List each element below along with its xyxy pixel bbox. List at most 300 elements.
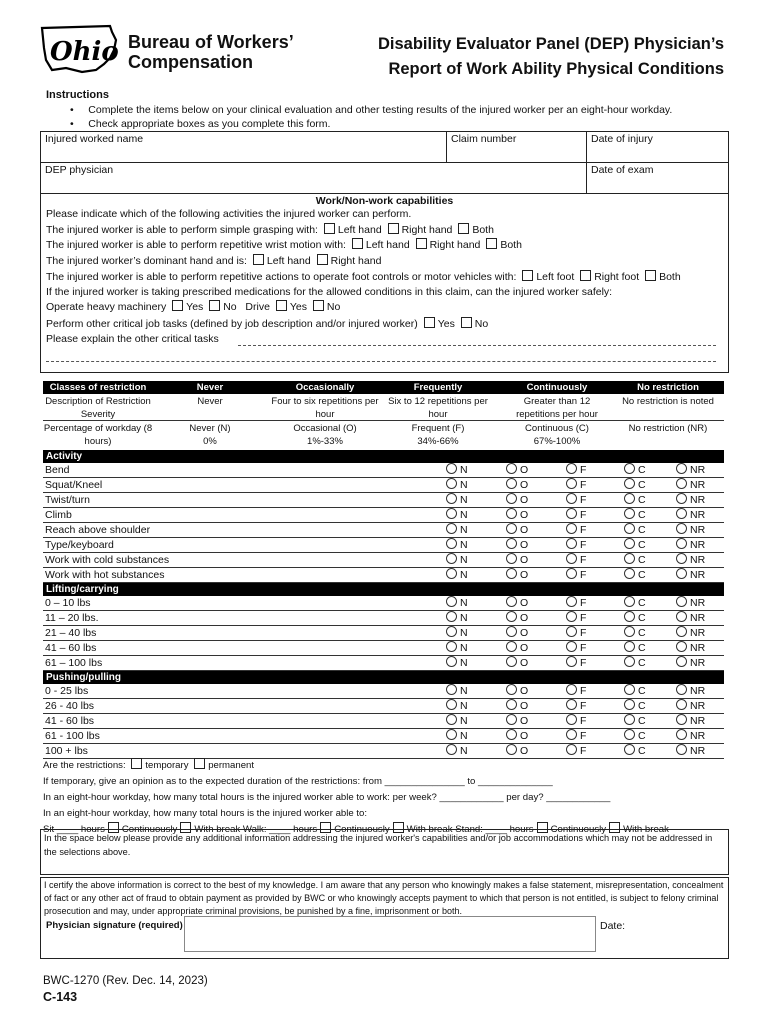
option-c-radio[interactable] (624, 508, 646, 523)
option-f-radio[interactable] (566, 656, 586, 671)
option-nr-radio[interactable] (676, 538, 705, 553)
radio-circle-icon (624, 538, 635, 549)
option-label: N (460, 597, 468, 609)
table-row (43, 656, 724, 671)
option-c-radio[interactable] (624, 684, 646, 699)
row-label: Twist/turn (45, 494, 90, 506)
option-label: NR (690, 509, 706, 521)
option-n-radio[interactable] (446, 699, 468, 714)
section-header: Pushing/pulling (43, 671, 724, 684)
radio-circle-icon (446, 478, 457, 489)
option-label: N (460, 627, 468, 639)
pct-label: Percentage of workday (8 hours) (43, 423, 153, 447)
date-of-injury-field[interactable]: Date of injury (586, 131, 729, 163)
option-f-radio[interactable] (566, 493, 586, 508)
option-label: NR (690, 657, 706, 669)
option-o-radio[interactable] (506, 493, 528, 508)
option-label: F (580, 627, 587, 639)
capabilities-heading: Work/Non-work capabilities (315, 195, 454, 207)
restrictions-block (43, 758, 724, 838)
option-o-radio[interactable] (506, 508, 528, 523)
critical-yes-checkbox[interactable] (424, 317, 435, 328)
radio-circle-icon (446, 568, 457, 579)
option-c-radio[interactable] (624, 699, 646, 714)
option-n-radio[interactable] (446, 626, 468, 641)
bureau-name: Bureau of Workers’ Compensation (128, 32, 294, 72)
option-c-radio[interactable] (624, 641, 646, 656)
drive-no-checkbox[interactable] (313, 300, 324, 311)
option-c-radio[interactable] (624, 538, 646, 553)
radio-circle-icon (624, 744, 635, 755)
radio-circle-icon (566, 656, 577, 667)
option-f-radio[interactable] (566, 684, 586, 699)
option-o-radio[interactable] (506, 611, 528, 626)
drive-yes-checkbox[interactable] (276, 300, 287, 311)
option-f-radio[interactable] (566, 553, 586, 568)
section-header: Activity (43, 450, 724, 463)
option-label: NR (690, 745, 706, 757)
radio-circle-icon (446, 656, 457, 667)
option-f-radio[interactable] (566, 463, 586, 478)
instruction-bullet: • Check appropriate boxes as you complete this form. (70, 118, 331, 130)
grasping-question: The injured worker is able to perform simple grasping with: Left hand Right hand Both (46, 224, 494, 236)
radio-circle-icon (506, 611, 517, 622)
signature-field[interactable] (184, 916, 596, 952)
option-f-radio[interactable] (566, 508, 586, 523)
radio-circle-icon (506, 538, 517, 549)
foot-right-checkbox[interactable] (580, 270, 591, 281)
table-row (43, 611, 724, 626)
option-o-radio[interactable] (506, 699, 528, 714)
row-label: 41 – 60 lbs (45, 642, 97, 654)
option-nr-radio[interactable] (676, 641, 705, 656)
radio-circle-icon (624, 523, 635, 534)
option-f-radio[interactable] (566, 714, 586, 729)
option-label: N (460, 494, 468, 506)
pct-never: Never (N) 0% (189, 423, 231, 447)
radio-circle-icon (506, 493, 517, 504)
option-label: O (520, 479, 529, 491)
option-label: NR (690, 479, 706, 491)
radio-circle-icon (446, 493, 457, 504)
option-n-radio[interactable] (446, 463, 468, 478)
radio-circle-icon (566, 641, 577, 652)
option-c-radio[interactable] (624, 523, 646, 538)
option-nr-radio[interactable] (676, 596, 705, 611)
option-c-radio[interactable] (624, 553, 646, 568)
foot-controls-question: The injured worker is able to perform repetitive actions to operate foot controls or motor vehicles with: Left foot Right foot Both (46, 271, 681, 283)
option-c-radio[interactable] (624, 478, 646, 493)
option-label: NR (690, 715, 706, 727)
option-label: NR (690, 685, 706, 697)
option-label: F (580, 539, 587, 551)
grasping-right-checkbox[interactable] (388, 223, 399, 234)
critical-tasks-question: Perform other critical job tasks (defined by job description and/or injured worker) Yes No (46, 318, 489, 330)
option-label: N (460, 509, 468, 521)
radio-circle-icon (566, 744, 577, 755)
option-label: F (580, 494, 587, 506)
option-label: F (580, 597, 587, 609)
radio-circle-icon (506, 684, 517, 695)
option-label: F (580, 464, 587, 476)
option-n-radio[interactable] (446, 568, 468, 583)
option-label: N (460, 745, 468, 757)
option-c-radio[interactable] (624, 744, 646, 759)
option-nr-radio[interactable] (676, 523, 705, 538)
option-n-radio[interactable] (446, 493, 468, 508)
option-f-radio[interactable] (566, 611, 586, 626)
option-label: F (580, 730, 587, 742)
radio-circle-icon (506, 596, 517, 607)
radio-circle-icon (676, 478, 687, 489)
table-row (43, 744, 724, 759)
option-f-radio[interactable] (566, 478, 586, 493)
radio-circle-icon (446, 538, 457, 549)
header-frequently: Frequently (413, 382, 463, 393)
row-label: 21 – 40 lbs (45, 627, 97, 639)
wrist-left-checkbox[interactable] (352, 238, 363, 249)
option-f-radio[interactable] (566, 641, 586, 656)
radio-circle-icon (446, 596, 457, 607)
table-row (43, 478, 724, 493)
option-c-radio[interactable] (624, 463, 646, 478)
date-of-exam-field[interactable]: Date of exam (586, 162, 729, 194)
table-row (43, 641, 724, 656)
radio-circle-icon (566, 626, 577, 637)
option-label: F (580, 612, 587, 624)
radio-circle-icon (566, 463, 577, 474)
option-o-radio[interactable] (506, 714, 528, 729)
desc-no-restriction: No restriction is noted (622, 396, 714, 407)
radio-circle-icon (624, 568, 635, 579)
option-label: O (520, 539, 529, 551)
wrist-right-checkbox[interactable] (416, 238, 427, 249)
capabilities-box (40, 193, 729, 373)
radio-circle-icon (506, 508, 517, 519)
radio-circle-icon (446, 744, 457, 755)
radio-circle-icon (676, 553, 687, 564)
classes-header-label: Classes of restriction (49, 382, 147, 393)
radio-circle-icon (676, 729, 687, 740)
pct-continuously: Continuous (C) 67%-100% (525, 423, 589, 447)
radio-circle-icon (506, 626, 517, 637)
radio-circle-icon (506, 523, 517, 534)
option-label: C (638, 642, 646, 654)
option-label: C (638, 494, 646, 506)
radio-circle-icon (566, 699, 577, 710)
option-n-radio[interactable] (446, 553, 468, 568)
option-label: F (580, 642, 587, 654)
desc-continuously: Greater than 12 repetitions per hour (516, 396, 598, 420)
radio-circle-icon (624, 493, 635, 504)
table-row (43, 626, 724, 641)
table-row (43, 463, 724, 478)
desc-occasionally: Four to six repetitions per hour (271, 396, 379, 420)
option-o-radio[interactable] (506, 463, 528, 478)
grasping-left-checkbox[interactable] (324, 223, 335, 234)
row-label: 26 - 40 lbs (45, 700, 95, 712)
explain-label: Please explain the other critical tasks (46, 333, 219, 345)
restrictions-type-question: Are the restrictions: temporary permanent (43, 760, 255, 771)
option-f-radio[interactable] (566, 626, 586, 641)
sit-walk-stand-row: Sit ____ hours Continuously With break Walk: ____ hours Continuously With break Stand: ____ hours Continuously With break (43, 824, 669, 835)
option-nr-radio[interactable] (676, 478, 705, 493)
option-n-radio[interactable] (446, 523, 468, 538)
option-n-radio[interactable] (446, 729, 468, 744)
option-nr-radio[interactable] (676, 553, 705, 568)
section-header: Lifting/carrying (43, 583, 724, 596)
report-title: Disability Evaluator Panel (DEP) Physician’s Report of Work Ability Physical Conditions (377, 35, 724, 78)
radio-circle-icon (676, 463, 687, 474)
option-f-radio[interactable] (566, 568, 586, 583)
option-label: C (638, 539, 646, 551)
row-label: 41 - 60 lbs (45, 715, 95, 727)
option-o-radio[interactable] (506, 729, 528, 744)
table-row (43, 699, 724, 714)
option-label: C (638, 612, 646, 624)
radio-circle-icon (676, 568, 687, 579)
injured-worker-name-field[interactable]: Injured worked name (40, 131, 447, 163)
option-label: F (580, 554, 587, 566)
radio-circle-icon (566, 611, 577, 622)
radio-circle-icon (566, 538, 577, 549)
option-label: O (520, 627, 529, 639)
radio-circle-icon (446, 553, 457, 564)
radio-circle-icon (624, 508, 635, 519)
option-o-radio[interactable] (506, 626, 528, 641)
radio-circle-icon (624, 478, 635, 489)
option-c-radio[interactable] (624, 729, 646, 744)
option-nr-radio[interactable] (676, 626, 705, 641)
option-label: C (638, 685, 646, 697)
option-label: C (638, 479, 646, 491)
foot-left-checkbox[interactable] (522, 270, 533, 281)
option-label: N (460, 554, 468, 566)
option-nr-radio[interactable] (676, 684, 705, 699)
option-nr-radio[interactable] (676, 744, 705, 759)
radio-circle-icon (446, 626, 457, 637)
option-label: O (520, 524, 529, 536)
option-label: C (638, 524, 646, 536)
option-label: F (580, 657, 587, 669)
option-o-radio[interactable] (506, 538, 528, 553)
option-label: O (520, 642, 529, 654)
pct-occasionally: Occasional (O) 1%-33% (293, 423, 357, 447)
radio-circle-icon (446, 714, 457, 725)
ohio-logo (36, 20, 122, 76)
option-n-radio[interactable] (446, 714, 468, 729)
option-n-radio[interactable] (446, 656, 468, 671)
row-label: Work with hot substances (45, 569, 165, 581)
hours-activity-question: In an eight-hour workday, how many total hours is the injured worker able to: (43, 808, 368, 819)
option-label: C (638, 509, 646, 521)
option-o-radio[interactable] (506, 744, 528, 759)
desc-never: Never (197, 396, 223, 407)
dep-physician-field[interactable]: DEP physician (40, 162, 587, 194)
radio-circle-icon (566, 553, 577, 564)
option-n-radio[interactable] (446, 596, 468, 611)
option-label: N (460, 539, 468, 551)
option-nr-radio[interactable] (676, 729, 705, 744)
option-o-radio[interactable] (506, 641, 528, 656)
option-nr-radio[interactable] (676, 493, 705, 508)
radio-circle-icon (446, 729, 457, 740)
dominant-right-checkbox[interactable] (317, 254, 328, 265)
option-c-radio[interactable] (624, 626, 646, 641)
pct-no-restriction: No restriction (NR) (628, 423, 708, 434)
option-label: NR (690, 642, 706, 654)
option-n-radio[interactable] (446, 684, 468, 699)
option-nr-radio[interactable] (676, 656, 705, 671)
row-label: Climb (45, 509, 72, 521)
option-c-radio[interactable] (624, 611, 646, 626)
option-n-radio[interactable] (446, 611, 468, 626)
option-label: F (580, 685, 587, 697)
radio-circle-icon (566, 478, 577, 489)
option-label: C (638, 554, 646, 566)
row-label: 100 + lbs (45, 745, 88, 757)
radio-circle-icon (506, 568, 517, 579)
permanent-checkbox[interactable] (194, 758, 205, 769)
option-label: O (520, 745, 529, 757)
dominant-left-checkbox[interactable] (253, 254, 264, 265)
option-f-radio[interactable] (566, 596, 586, 611)
option-c-radio[interactable] (624, 596, 646, 611)
radio-circle-icon (624, 699, 635, 710)
instructions-heading: Instructions (46, 89, 109, 101)
option-o-radio[interactable] (506, 568, 528, 583)
radio-circle-icon (624, 684, 635, 695)
option-c-radio[interactable] (624, 656, 646, 671)
radio-circle-icon (446, 611, 457, 622)
option-o-radio[interactable] (506, 656, 528, 671)
option-o-radio[interactable] (506, 596, 528, 611)
option-label: N (460, 685, 468, 697)
row-label: Type/keyboard (45, 539, 114, 551)
radio-circle-icon (676, 744, 687, 755)
radio-circle-icon (676, 493, 687, 504)
option-nr-radio[interactable] (676, 699, 705, 714)
row-label: 61 – 100 lbs (45, 657, 103, 669)
option-n-radio[interactable] (446, 641, 468, 656)
option-label: F (580, 569, 587, 581)
instruction-bullet: • Complete the items below on your clinical evaluation and other testing results of the injured worker per an eight-hour workday. (70, 104, 673, 116)
option-c-radio[interactable] (624, 568, 646, 583)
radio-circle-icon (566, 493, 577, 504)
option-nr-radio[interactable] (676, 568, 705, 583)
form-id: BWC-1270 (Rev. Dec. 14, 2023) (43, 975, 208, 987)
option-n-radio[interactable] (446, 508, 468, 523)
option-label: O (520, 569, 529, 581)
option-f-radio[interactable] (566, 523, 586, 538)
option-label: O (520, 612, 529, 624)
radio-circle-icon (624, 553, 635, 564)
header-never: Never (196, 382, 224, 393)
pct-frequently: Frequent (F) 34%-66% (411, 423, 465, 447)
option-nr-radio[interactable] (676, 508, 705, 523)
radio-circle-icon (506, 699, 517, 710)
row-label: 61 - 100 lbs (45, 730, 100, 742)
option-label: O (520, 464, 529, 476)
option-o-radio[interactable] (506, 478, 528, 493)
radio-circle-icon (446, 684, 457, 695)
option-c-radio[interactable] (624, 714, 646, 729)
option-label: NR (690, 612, 706, 624)
option-nr-radio[interactable] (676, 611, 705, 626)
option-f-radio[interactable] (566, 729, 586, 744)
additional-info-box[interactable]: In the space below please provide any additional information addressing the injured worker's capabilities and/or job accommodations which may not be addressed in the selections above. (40, 829, 729, 875)
option-label: N (460, 524, 468, 536)
radio-circle-icon (566, 523, 577, 534)
option-label: F (580, 509, 587, 521)
option-c-radio[interactable] (624, 493, 646, 508)
claim-number-field[interactable]: Claim number (446, 131, 587, 163)
radio-circle-icon (676, 596, 687, 607)
option-label: O (520, 657, 529, 669)
option-o-radio[interactable] (506, 553, 528, 568)
option-nr-radio[interactable] (676, 714, 705, 729)
option-label: C (638, 597, 646, 609)
radio-circle-icon (624, 641, 635, 652)
option-label: O (520, 494, 529, 506)
row-label: Squat/Kneel (45, 479, 103, 491)
date-label: Date: (600, 920, 626, 932)
critical-no-checkbox[interactable] (461, 317, 472, 328)
table-row (43, 523, 724, 538)
dominant-hand-question: The injured worker’s dominant hand and is: Left hand Right hand (46, 255, 382, 267)
option-f-radio[interactable] (566, 744, 586, 759)
option-label: C (638, 569, 646, 581)
radio-circle-icon (676, 538, 687, 549)
radio-circle-icon (506, 463, 517, 474)
option-label: O (520, 685, 529, 697)
option-label: F (580, 479, 587, 491)
radio-circle-icon (624, 463, 635, 474)
option-o-radio[interactable] (506, 684, 528, 699)
desc-frequently: Six to 12 repetitions per hour (388, 396, 488, 420)
machinery-no-checkbox[interactable] (209, 300, 220, 311)
option-label: N (460, 657, 468, 669)
radio-circle-icon (506, 744, 517, 755)
option-f-radio[interactable] (566, 538, 586, 553)
radio-circle-icon (506, 656, 517, 667)
option-n-radio[interactable] (446, 478, 468, 493)
explain-line-2[interactable] (46, 361, 716, 362)
wrist-question: The injured worker is able to perform repetitive wrist motion with: Left hand Right hand Both (46, 239, 522, 251)
option-label: C (638, 700, 646, 712)
option-label: N (460, 464, 468, 476)
foot-both-checkbox[interactable] (645, 270, 656, 281)
table-row (43, 729, 724, 744)
radio-circle-icon (676, 699, 687, 710)
table-row (43, 538, 724, 553)
grasping-both-checkbox[interactable] (458, 223, 469, 234)
explain-line[interactable] (238, 345, 716, 346)
option-label: O (520, 730, 529, 742)
option-n-radio[interactable] (446, 744, 468, 759)
wrist-both-checkbox[interactable] (486, 238, 497, 249)
header-occasionally: Occasionally (295, 382, 355, 393)
radio-circle-icon (506, 478, 517, 489)
machinery-yes-checkbox[interactable] (172, 300, 183, 311)
option-o-radio[interactable] (506, 523, 528, 538)
option-nr-radio[interactable] (676, 463, 705, 478)
temporary-checkbox[interactable] (131, 758, 142, 769)
radio-circle-icon (506, 714, 517, 725)
option-n-radio[interactable] (446, 538, 468, 553)
option-label: N (460, 700, 468, 712)
option-f-radio[interactable] (566, 699, 586, 714)
